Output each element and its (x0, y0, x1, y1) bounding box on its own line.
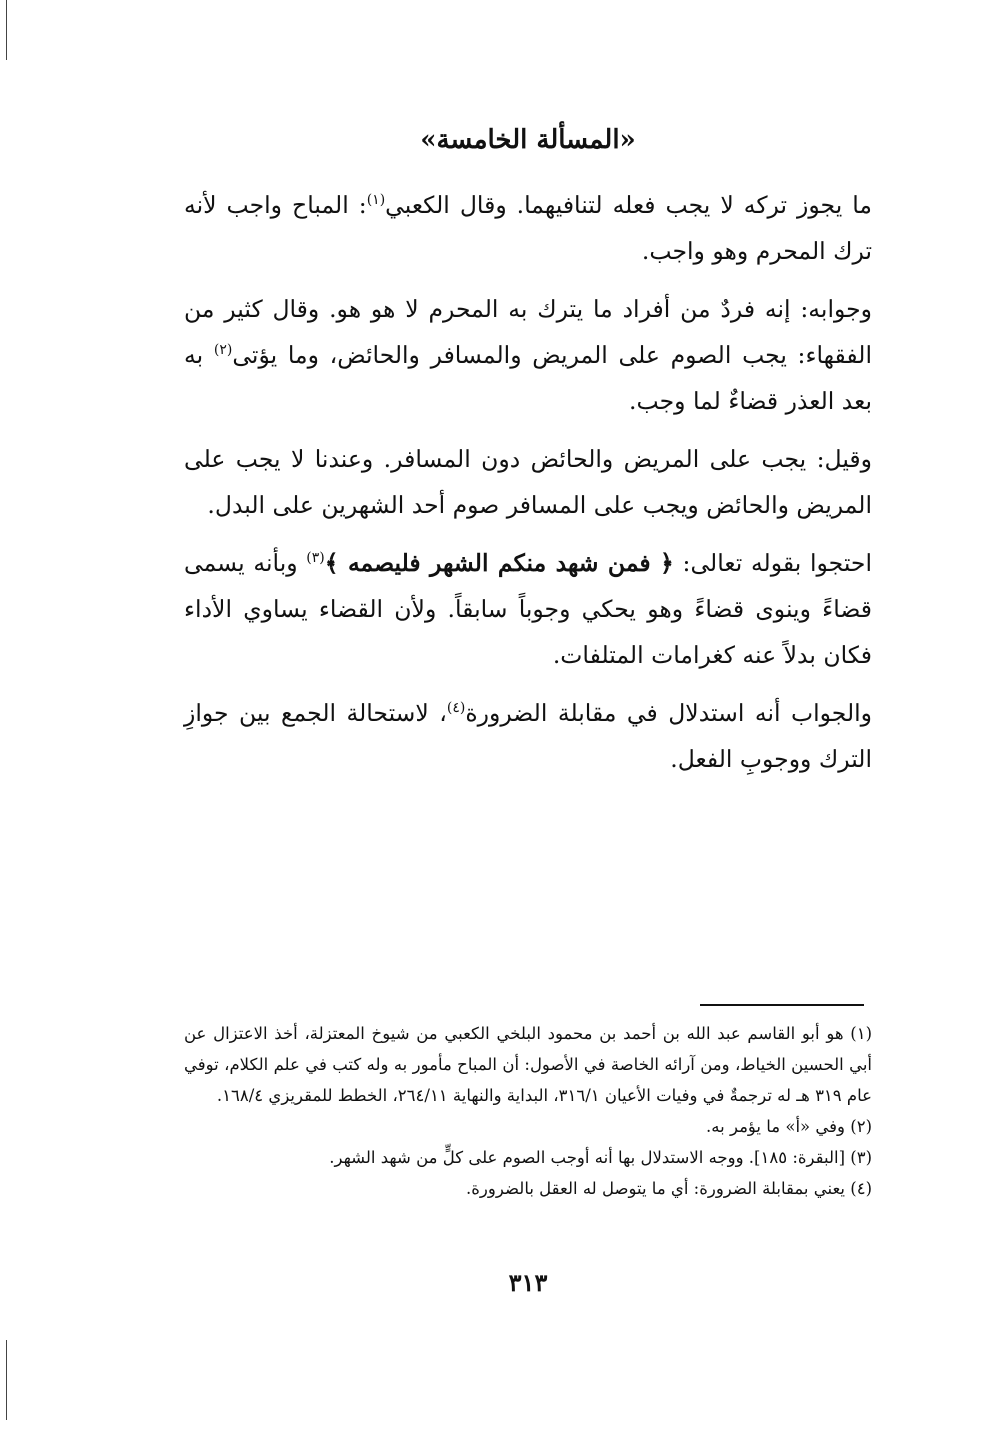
footnote-3: (٣) [البقرة: ١٨٥]. ووجه الاستدلال بها أنه أوجب الصوم على كلٍّ من شهد الشهر. (329, 1148, 872, 1167)
footnote-ref[interactable]: (١) (366, 192, 386, 209)
paragraph-text: والجواب أنه استدلال في مقابلة الضرورة (465, 699, 873, 727)
paragraph-text: : المباح واجب لأنه ترك المحرم وهو واجب. (184, 191, 872, 265)
quran-verse: ﴿ فمن شهد منكم الشهر فليصمه ﴾ (324, 549, 674, 577)
paragraph-5 (184, 690, 872, 782)
footnote-1: (١) هو أبو القاسم عبد الله بن أحمد بن محمود البلخي الكعبي من شيوخ المعتزلة، أخذ الاعتزال عن أبي الحسين الخياط، ومن آرائه الخاصة في الأصول: أن المباح مأمور به وله كتب في علم الكلام، توفي عام ٣١٩ هـ له ترجمةٌ في وفيات الأعيان ٣١٦/١، البداية والنهاية ٢٦٤/١١، الخطط للمقريزي ١٦٨/٤. (184, 1024, 872, 1105)
paragraph-text: به بعد العذر قضاءٌ لما وجب. (184, 341, 872, 415)
paragraph-text: ما يجوز تركه لا يجب فعله لتنافيهما. وقال الكعبي (385, 191, 873, 219)
paragraph-text: احتجوا بقوله تعالى: (673, 549, 872, 577)
footnote-divider (700, 1004, 864, 1006)
footnotes (184, 1018, 872, 1204)
paragraph-text: وبأنه يسمى قضاءً وينوى قضاءً وهو يحكي وجوباً سابقاً. ولأن القضاء يساوي الأداء فكان بدلاً عنه كغرامات المتلفات. (184, 549, 872, 669)
footnote-4: (٤) يعني بمقابلة الضرورة: أي ما يتوصل له العقل بالضرورة. (466, 1179, 872, 1198)
paragraph-4 (184, 540, 872, 678)
footnote-ref[interactable]: (٤) (446, 700, 466, 717)
section-title: «المسألة الخامسة» (420, 125, 636, 155)
footnote-ref[interactable]: (٣) (306, 550, 325, 567)
page-number: ٣١٣ (508, 1268, 548, 1297)
paragraph-2 (184, 286, 872, 424)
main-text (184, 182, 872, 794)
paragraph-3 (184, 436, 872, 528)
paragraph-text: ، لاستحالة الجمع بين جوازِ الترك ووجوبِ الفعل. (184, 699, 872, 773)
scan-edge-line-bottom (6, 1340, 7, 1420)
paragraph-1 (184, 182, 872, 274)
scan-edge-line-top (6, 0, 7, 60)
footnote-2: (٢) وفي «أ» ما يؤمر به. (706, 1117, 872, 1136)
footnote-ref[interactable]: (٢) (213, 342, 233, 359)
paragraph-text: وقيل: يجب على المريض والحائض دون المسافر. وعندنا لا يجب على المريض والحائض ويجب على المسافر صوم أحد الشهرين على البدل. (184, 445, 872, 519)
paragraph-text: وجوابه: إنه فردٌ من أفراد ما يترك به المحرم لا هو هو. وقال كثير من الفقهاء: يجب الصوم على المريض والمسافر والحائض، وما يؤتى (184, 295, 872, 369)
